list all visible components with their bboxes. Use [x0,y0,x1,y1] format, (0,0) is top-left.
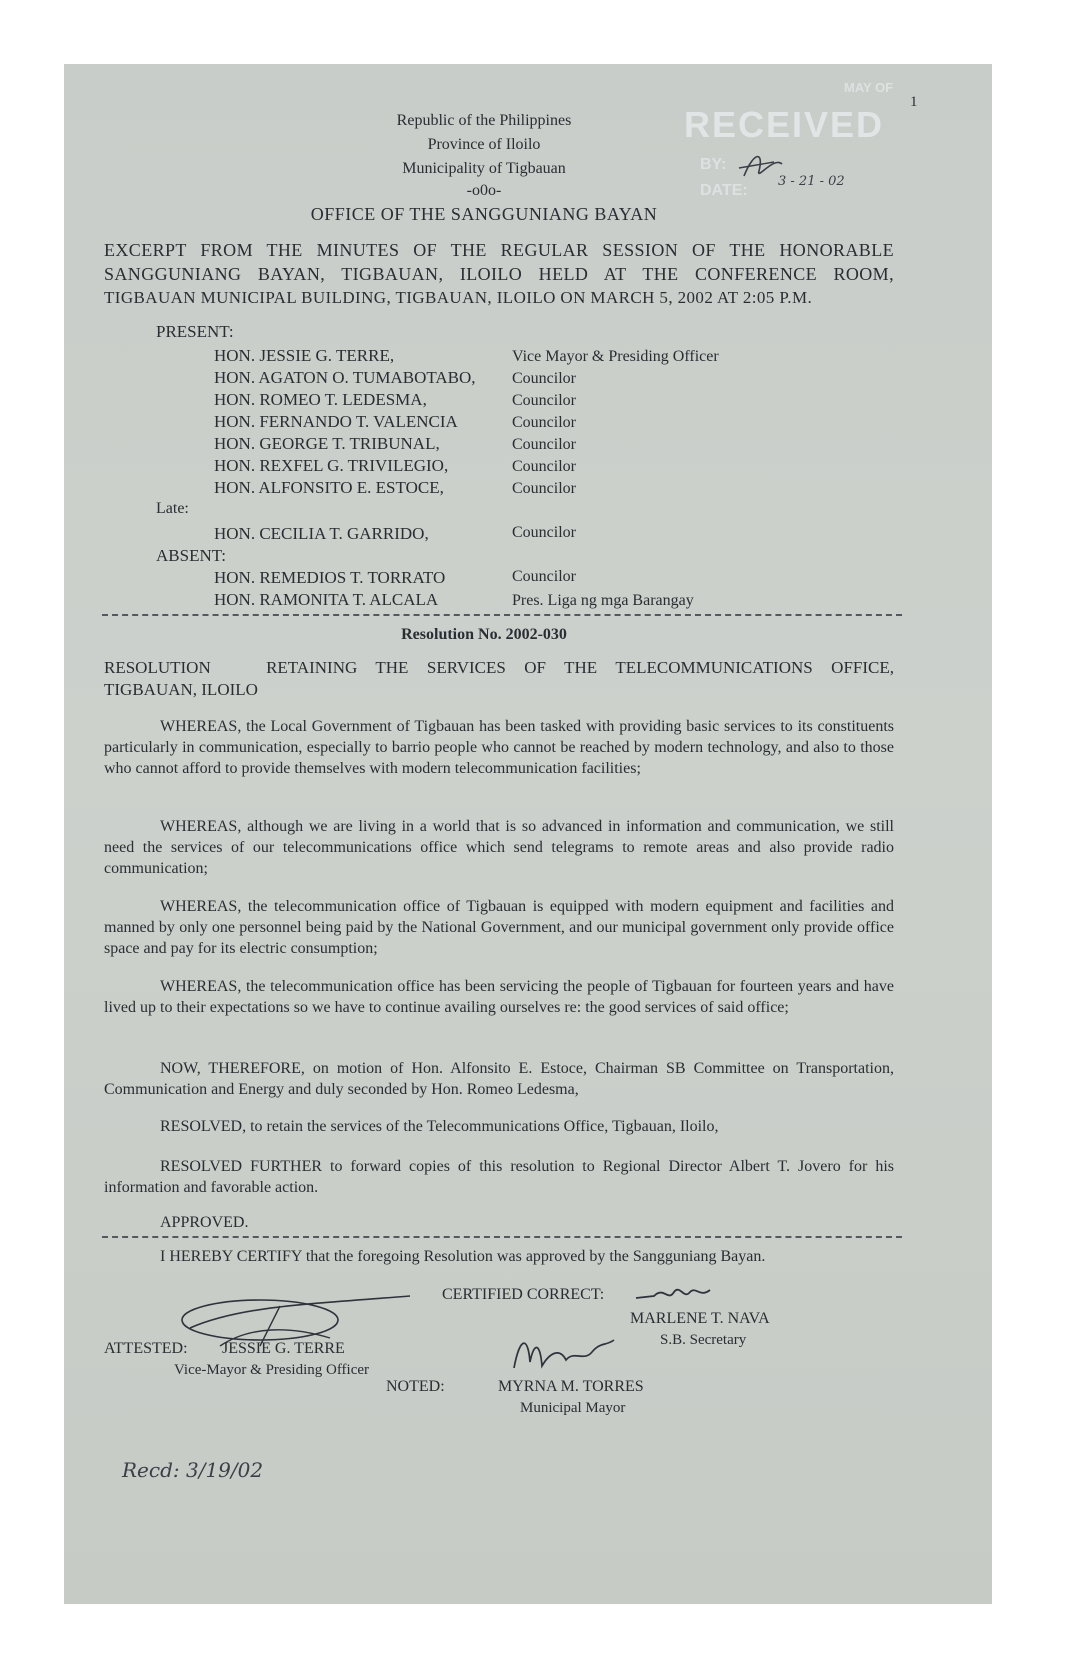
whereas-paragraph-4: WHEREAS, the telecommunication office has been servicing the people of Tigbauan for fourteen years and have lived up to their expectations so we have to continue availing ourselves re: the good services of said office; [104,978,894,1016]
excerpt-line-3: TIGBAUAN MUNICIPAL BUILDING, TIGBAUAN, ILOILO ON MARCH 5, 2002 AT 2:05 P.M. [104,288,813,307]
absent-position-2: Pres. Liga ng mga Barangay [512,592,694,609]
present-name-5: HON. GEORGE T. TRIBUNAL, [214,434,440,453]
present-position-6: Councilor [512,458,576,475]
mayor-signature [510,1332,620,1376]
present-name-6: HON. REXFEL G. TRIVILEGIO, [214,456,449,475]
mayor-name: MYRNA M. TORRES [498,1378,644,1395]
present-name-7: HON. ALFONSITO E. ESTOCE, [214,478,444,497]
present-position-3: Councilor [512,392,576,409]
noted-label: NOTED: [386,1378,445,1395]
attested-title: Vice-Mayor & Presiding Officer [174,1362,370,1378]
stamp-initials-signature [734,146,794,186]
approved-label: APPROVED. [160,1214,249,1231]
late-name-1: HON. CECILIA T. GARRIDO, [214,524,429,543]
resolution-title-line-1: RESOLUTION RETAINING THE SERVICES OF THE TELECOMMUNICATIONS OFFICE, [104,658,894,677]
header-separator: -o0o- [466,182,502,199]
late-label: Late: [156,500,189,517]
resolved-paragraph: RESOLVED, to retain the services of the Telecommunications Office, Tigbauan, Iloilo, [160,1118,719,1135]
attested-label: ATTESTED: [104,1340,188,1357]
divider-top [102,614,902,616]
present-position-5: Councilor [512,436,576,453]
present-position-1: Vice Mayor & Presiding Officer [512,348,719,365]
header-province: Province of Iloilo [427,136,541,153]
whereas-paragraph-2: WHEREAS, although we are living in a world that is so advanced in information and communication, we still need the services of our telecommunications office which send telegrams to remote areas and also provide radio communication; [104,818,894,877]
present-position-4: Councilor [512,414,576,431]
now-therefore-paragraph: NOW, THEREFORE, on motion of Hon. Alfonsito E. Estoce, Chairman SB Committee on Transportation, Communication and Energy and duly seconded by Hon. Romeo Ledesma, [104,1060,894,1098]
late-position-1: Councilor [512,524,576,541]
present-name-1: HON. JESSIE G. TERRE, [214,346,395,365]
resolved-further-paragraph: RESOLVED FURTHER to forward copies of this resolution to Regional Director Albert T. Jovero for his information and favorable action. [104,1158,894,1196]
secretary-name: MARLENE T. NAVA [630,1310,770,1327]
secretary-signature [634,1282,714,1306]
absent-name-2: HON. RAMONITA T. ALCALA [214,590,439,609]
absent-position-1: Councilor [512,568,576,585]
office-title: OFFICE OF THE SANGGUNIANG BAYAN [310,204,658,224]
resolution-title-line-2: TIGBAUAN, ILOILO [104,680,258,699]
present-position-2: Councilor [512,370,576,387]
stamp-handwritten-date: 3 - 21 - 02 [778,174,845,189]
certified-correct-label: CERTIFIED CORRECT: [442,1286,605,1303]
attested-name: JESSIE G. TERRE [222,1340,345,1357]
document-sheet: 1 MAY OF RECEIVED BY: DATE: 3 - 21 - 02 Republic of the Philippines Province of Iloilo Municipality of Tigbauan -o0o- OFFICE OF THE SANGGUNIANG BAYAN EXCERPT FROM THE MINUTES OF THE REGULAR SESSION OF THE HONORABLE SANGGUNIANG BAYAN, TIGBAUAN, ILOILO HELD AT THE CONFERENCE ROOM, TIGBAUAN MUNICIPAL BUILDING, TIGBAUAN, ILOILO ON MARCH 5, 2002 AT 2:05 P.M. PRESENT: HON. JESSIE G. TERRE, Vice Mayor & Presiding Officer HON. AGATON O. TUMABOTABO, Councilor HON. ROMEO T. LEDESMA, Councilor HON. FERNANDO T. VALENCIA Councilor HON. GEORGE T. TRIBUNAL, Councilor HON. REXFEL G. TRIVILEGIO, Councilor HON. ALFONSITO E. ESTOCE, Councilor Late: HON. CECILIA T. GARRIDO, Councilor ABSENT: HON. REMEDIOS T. TORRATO Councilor HON. RAMONITA T. ALCALA Pres. Liga ng mga Barangay Resolution No. 2002-030 RESOLUTION RETAINING THE SERVICES OF THE TELECOMMUNICATIONS OFFICE, TIGBAUAN, ILOILO WHEREAS, the Local Government of Tigbauan has been tasked with providing basic services to its constituents particularly in communication, especially to barrio people who cannot be reached by modern technology, and also to those who cannot afford to provide themselves with modern telecommunication facilities; WHEREAS, although we are living in a world that is so advanced in information and communication, we still need the services of our telecommunications office which send telegrams to remote areas and also provide radio communication; WHEREAS, the telecommunication office of Tigbauan is equipped with modern equipment and facilities and manned by only one personnel being paid by the National Government, and our municipal government only provide office space and pay for its electric consumption; WHEREAS, the telecommunication office has been servicing the people of Tigbauan for fourteen years and have lived up to their expectations so we have to continue availing ourselves re: the good services of said office; NOW, THEREFORE, on motion of Hon. Alfonsito E. Estoce, Chairman SB Committee on Transportation, Communication and Energy and duly seconded by Hon. Romeo Ledesma, RESOLVED, to retain the services of the Telecommunications Office, Tigbauan, Iloilo, RESOLVED FURTHER to forward copies of this resolution to Regional Director Albert T. Jovero for his information and favorable action. APPROVED. I HEREBY CERTIFY that the foregoing Resolution was approved by the Sangguniang Bayan. CERTIFIED CORRECT: MARLENE T. NAVA S.B. Secretary ATTESTED: JESSIE G. TERRE Vice-Mayor & Presiding Officer NOTED: MYRNA M. TORRES Municipal Mayor Recd: 3/19/02 [64,64,992,1604]
secretary-title: S.B. Secretary [660,1332,747,1348]
header-municipality: Municipality of Tigbauan [402,160,566,177]
page-number: 1 [910,94,918,110]
resolution-number: Resolution No. 2002-030 [401,626,567,643]
absent-name-1: HON. REMEDIOS T. TORRATO [214,568,446,587]
received-handwritten-note: Recd: 3/19/02 [122,1458,264,1482]
divider-bottom [102,1236,902,1238]
present-name-3: HON. ROMEO T. LEDESMA, [214,390,427,409]
whereas-paragraph-1: WHEREAS, the Local Government of Tigbauan has been tasked with providing basic services to its constituents particularly in communication, especially to barrio people who cannot be reached by modern technology, and also to those who cannot afford to provide themselves with modern telecommunication facilities; [104,718,894,777]
certify-statement: I HEREBY CERTIFY that the foregoing Resolution was approved by the Sangguniang Bayan. [160,1248,766,1265]
excerpt-line-1: EXCERPT FROM THE MINUTES OF THE REGULAR SESSION OF THE HONORABLE [104,240,894,260]
header-republic: Republic of the Philippines [396,112,572,129]
present-position-7: Councilor [512,480,576,497]
mayor-title: Municipal Mayor [520,1400,626,1416]
present-name-2: HON. AGATON O. TUMABOTABO, [214,368,476,387]
absent-label: ABSENT: [156,546,226,565]
excerpt-line-2: SANGGUNIANG BAYAN, TIGBAUAN, ILOILO HELD AT THE CONFERENCE ROOM, [104,264,894,284]
present-label: PRESENT: [156,322,234,341]
present-name-4: HON. FERNANDO T. VALENCIA [214,412,458,431]
whereas-paragraph-3: WHEREAS, the telecommunication office of Tigbauan is equipped with modern equipment and facilities and manned by only one personnel being paid by the National Government, and our municipal government only provide office space and pay for its electric consumption; [104,898,894,957]
